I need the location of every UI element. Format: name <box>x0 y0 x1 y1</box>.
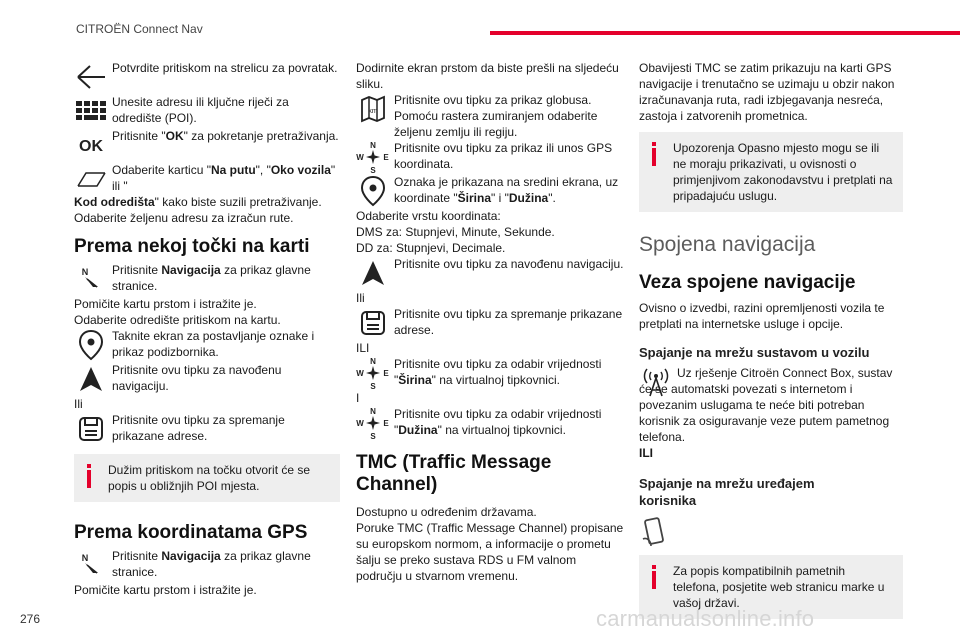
step-save: Pritisnite ovu tipku za spremanje prikazane adrese. <box>74 412 340 446</box>
page-number: 276 <box>20 612 41 626</box>
smartphone-icon <box>639 515 673 551</box>
step-go: Pritisnite ovu tipku za navođenu navigaciju. <box>74 362 340 396</box>
column-1: Potvrdite pritiskom na strelicu za povratak. Unesite adresu ili ključne riječi za odredište (POI). OK Pritisnite "OK" za pokretanje pretraživanja. Odaberite karticu "Na putu", "Oko vozila" ili " Kod odredišta" kako biste suzili pretraživanje. Odaberite željenu adresu za izračun rute. Prema nekoj točki na karti N Pritisnite Navigacija za prikaz glavne stranice. Pomičite kartu prstom i istražite je. Odaberite odredište pritiskom na kartu. Taknite ekran za postavljanje oznake i prikaz podizbornika. Pritisnite ovu tipku za navođenu navigaciju. Ili Pritisnite ovu tipku za spremanje prikazane adrese. Dužim pritiskom na točku otvorit će se popis u obližnjih POI mjesta. Prema koordinatama GPS N Pritisnite Navigacija za prikaz glavne stranice. Pomičite kartu prstom i istražite je. <box>74 61 339 597</box>
choose-text: Odaberite željenu adresu za izračun rute. <box>74 211 294 225</box>
back-arrow-icon <box>74 60 108 94</box>
svg-text:S: S <box>370 382 376 390</box>
heading-gps: Prema koordinatama GPS <box>74 522 308 543</box>
heading-tmc: TMC (Traffic Message Channel) <box>356 452 552 495</box>
step-save-2: Pritisnite ovu tipku za spremanje prikazane adrese. <box>356 306 624 340</box>
note-warnings: Upozorenja Opasno mjesto mogu se ili ne moraju prikazivati, u ovisnosti o primjenjivom zakonodavstvu i pretplati na pripadajuću uslugu. <box>639 132 903 212</box>
save-icon <box>356 306 390 340</box>
compass-icon <box>356 356 390 390</box>
info-icon <box>652 142 656 166</box>
svg-text:N: N <box>370 407 376 416</box>
watermark: carmanualsonline.info <box>596 606 815 631</box>
step-lat: N S W E Pritisnite ovu tipku za odabir vrijednosti "Širina" na virtualnoj tipkovnici. <box>356 357 602 390</box>
keyboard-icon <box>74 94 108 128</box>
info-icon <box>652 565 656 589</box>
info-icon <box>87 464 91 488</box>
heading-user-device: Spajanje na mrežu uređajem korisnika <box>639 476 815 508</box>
heading-vehicle-system: Spajanje na mrežu sustavom u vozilu <box>639 345 870 360</box>
svg-text:N: N <box>370 141 376 150</box>
svg-text:W: W <box>356 419 364 428</box>
svg-text:N: N <box>81 267 89 277</box>
step-tab: Odaberite karticu "Na putu", "Oko vozila" ili " <box>74 162 340 196</box>
svg-text:W: W <box>356 369 364 378</box>
navigation-icon <box>74 262 108 296</box>
ok-icon <box>74 128 108 162</box>
step-nav-2: N Pritisnite Navigacija za prikaz glavne stranice. <box>74 548 340 582</box>
svg-text:S: S <box>370 432 376 440</box>
note-phones: Za popis kompatibilnih pametnih telefona, posjetite web stranicu marke u vašoj državi. <box>639 555 903 619</box>
compass-icon <box>356 140 390 174</box>
go-arrow-icon <box>356 256 390 290</box>
svg-text:E: E <box>383 369 389 378</box>
heading-map-point: Prema nekoj točki na karti <box>74 236 310 257</box>
svg-text:E: E <box>383 419 389 428</box>
step-keyboard <box>74 94 340 128</box>
column-2: Dodirnite ekran prstom da biste prešli na sljedeću sliku. km Pritisnite ovu tipku za prikaz globusa. Pomoću rastera zumiranjem odaberite željenu zemlju ili regiju. N S W E Pritisnite ovu tipku za prikaz ili unos GPS koordinata. Oznaka je prikazana na sredini ekrana, uz koordinate "Širina" i "Dužina". Odaberite vrstu koordinata: DMS za: Stupnjevi, Minute, Sekunde. DD za: Stupnjevi, Decimale. Pritisnite ovu tipku za navođenu navigaciju. Ili Pritisnite ovu tipku za spremanje prikazane adrese. ILI N S W E Pritisnite ovu tipku za odabir vrijednosti "Širina" na virtualnoj tipkovnici. I N S W E Pritisnite ovu tipku za odabir vrijednosti "Dužina" na virtualnoj tipkovnici. TMC (Traffic Message Channel) Dostupno u određenim državama. Poruke TMC (Traffic Message Channel) propisane su europskom normom, a informacije o prometu šalju se preko sustava RDS u FM valnom području u stvarnom vremenu. <box>356 61 624 583</box>
svg-text:S: S <box>370 166 376 174</box>
svg-text:E: E <box>383 153 389 162</box>
map-pin-icon <box>356 174 390 208</box>
back-text: Potvrdite pritiskom na strelicu za povratak. <box>112 61 338 75</box>
ok-key: OK <box>165 129 184 143</box>
header-accent-bar <box>490 31 960 35</box>
keyboard-text: Unesite adresu ili ključne riječi za odredište (POI). <box>112 95 289 125</box>
map-pin-icon <box>74 328 108 362</box>
step-touch: Taknite ekran za postavljanje oznake i prikaz podizbornika. <box>74 328 340 362</box>
step-back <box>74 60 340 94</box>
save-icon <box>74 412 108 446</box>
svg-text:N: N <box>81 553 89 563</box>
note-poi: Dužim pritiskom na točku otvorit će se popis u obližnjih POI mjesta. <box>74 454 340 502</box>
go-arrow-icon <box>74 362 108 396</box>
tab-icon <box>74 162 108 196</box>
step-globe: km Pritisnite ovu tipku za prikaz globusa. Pomoću rastera zumiranjem odaberite željenu zemlju ili regiju. <box>356 92 624 140</box>
step-gps: N S W E Pritisnite ovu tipku za prikaz ili unos GPS koordinata. <box>356 141 613 174</box>
heading-connected-link: Veza spojene navigacije <box>639 272 856 293</box>
step-mark: Oznaka je prikazana na sredini ekrana, uz koordinate "Širina" i "Dužina". <box>356 174 624 208</box>
step-lon: N S W E Pritisnite ovu tipku za odabir vrijednosti "Dužina" na virtualnoj tipkovnici. <box>356 407 602 440</box>
step-nav: N Pritisnite Navigacija za prikaz glavne stranice. <box>74 262 340 296</box>
compass-icon <box>356 406 390 440</box>
globe-icon <box>356 92 390 126</box>
heading-connected-nav: Spojena navigacija <box>639 233 816 256</box>
svg-text:OK: OK <box>79 138 103 155</box>
column-3: Obavijesti TMC se zatim prikazuju na karti GPS navigacije i trenutačno se uzimaju u obzir nakon izračunavanja ruta, radi izbjegavanja nesreća, zastoja i zatvorenih prometnica. Upozorenja Opasno mjesto mogu se ili ne moraju prikazivati, u ovisnosti o primjenjivom zakonodavstvu i pretplati na pripadajuću uslugu. Spojena navigacija Veza spojene navigacije Ovisno o izvedbi, razini opremljenosti vozila te pretplati na internetske usluge i opcije. Spajanje na mrežu sustavom u vozilu Uz rješenje Citroën Connect Box, sustav će se automatski povezati s internetom i povezanim uslugama te neće biti potreban korisnik za osiguravanje veze putem pametnog telefona. ILI Spajanje na mrežu uređajem korisnika Za popis kompatibilnih pametnih telefona, posjetite web stranicu marke u vašoj državi. <box>639 60 903 619</box>
navigation-icon <box>74 548 108 582</box>
svg-text:W: W <box>356 153 364 162</box>
svg-text:km: km <box>368 108 378 115</box>
step-ok: OK Pritisnite "OK" za pokretanje pretraživanja. <box>74 128 340 162</box>
svg-text:N: N <box>370 357 376 366</box>
header-title: CITROËN Connect Nav <box>76 22 203 36</box>
step-go-2: Pritisnite ovu tipku za navođenu navigaciju. <box>356 256 624 290</box>
